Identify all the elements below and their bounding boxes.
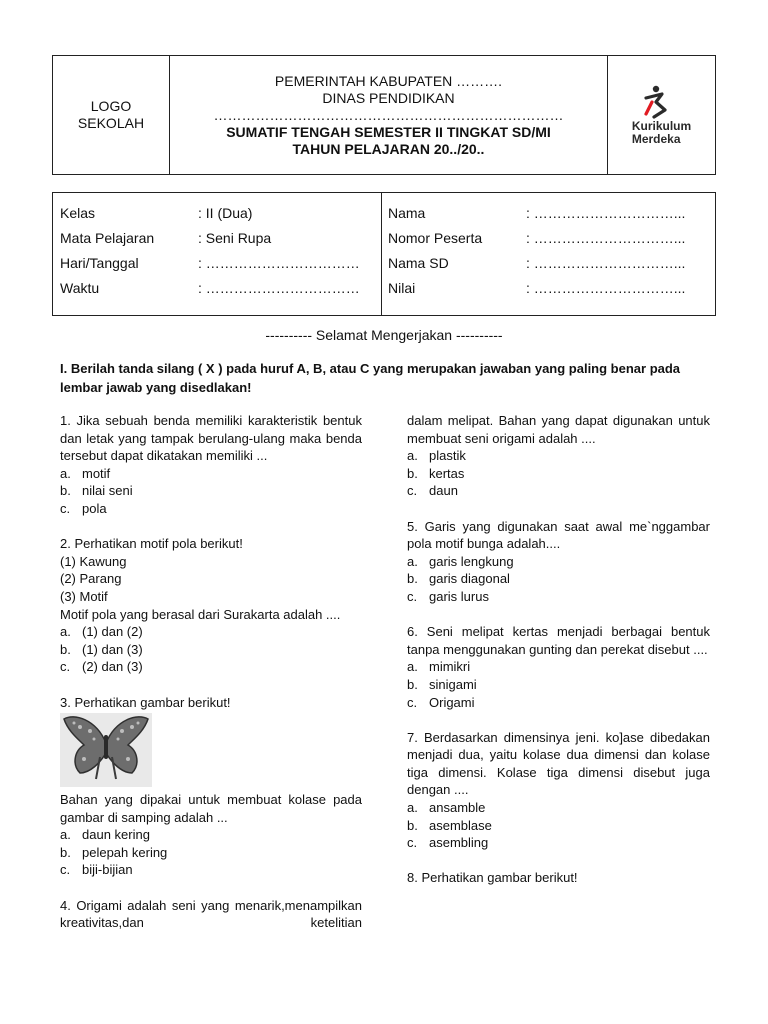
- option-text: daun kering: [82, 827, 150, 843]
- question-6: [407, 623, 710, 711]
- option-letter: c.: [60, 659, 71, 675]
- question-5: [407, 518, 710, 606]
- question-text: 7. Berdasarkan dimensinya jeni. ko]ase dibedakan menjadi dua, yaitu kolase dua dimensi dan kolase tiga dimensi. Kolase tiga dimensi disebut juga dengan ....: [407, 729, 710, 798]
- option-c: [407, 834, 710, 852]
- student-info-box: [52, 192, 716, 316]
- option-b: [407, 465, 710, 483]
- info-value: : II (Dua): [198, 205, 253, 221]
- option-letter: c.: [407, 588, 418, 604]
- option-letter: b.: [60, 844, 71, 860]
- info-value: : …………………………...: [526, 205, 686, 221]
- option-letter: a.: [407, 448, 418, 464]
- option-c: [407, 482, 710, 500]
- option-c: [407, 588, 710, 606]
- option-a: [60, 826, 362, 844]
- dots-line: …………………………………………………………………: [213, 107, 564, 123]
- option-c: [60, 500, 362, 518]
- question-text: 4. Origami adalah seni yang menarik,menampilkan kreativitas,dan ketelitian: [60, 897, 362, 931]
- option-text: pelepah kering: [82, 844, 168, 860]
- question-4-continued: [407, 412, 710, 500]
- info-label: Nomor Peserta: [388, 230, 483, 246]
- option-letter: b.: [407, 465, 418, 481]
- question-1: [60, 412, 362, 518]
- option-letter: c.: [407, 694, 418, 710]
- question-text: 6. Seni melipat kertas menjadi berbagai bentuk tanpa menggunakan gunting dan perekat disebut ....: [407, 624, 710, 657]
- option-a: [407, 799, 710, 817]
- option-text: biji-bijian: [82, 862, 133, 878]
- info-value: : …………………………...: [526, 230, 686, 246]
- option-b: [60, 844, 362, 862]
- question-7: [407, 729, 710, 852]
- info-left-column: [53, 193, 382, 315]
- question-8: [407, 869, 710, 887]
- motif-item: (3) Motif: [60, 588, 108, 604]
- right-column: [407, 412, 710, 905]
- kurikulum-merdeka-logo: [608, 56, 715, 174]
- option-b: [60, 482, 362, 500]
- question-intro: 8. Perhatikan gambar berikut!: [407, 870, 578, 886]
- question-3: [60, 694, 362, 880]
- instructions: I. Berilah tanda silang ( X ) pada huruf A, B, atau C yang merupakan jawaban yang paling benar pada lembar jawab yang disedlakan!: [60, 361, 681, 395]
- option-b: [407, 817, 710, 835]
- option-b: [407, 570, 710, 588]
- gov-line: PEMERINTAH KABUPATEN ……….: [274, 73, 503, 89]
- info-label: Nilai: [388, 280, 416, 296]
- question-text: dalam melipat. Bahan yang dapat digunakan untuk membuat seni origami adalah ....: [407, 413, 710, 446]
- option-text: mimikri: [429, 659, 471, 675]
- option-text: sinigami: [429, 676, 477, 692]
- info-label: Nama SD: [388, 255, 449, 271]
- greeting-line: ---------- Selamat Mengerjakan ----------: [265, 327, 503, 343]
- motif-item: (2) Parang: [60, 571, 122, 587]
- info-right-column: [382, 193, 715, 315]
- left-column: [60, 412, 362, 949]
- option-letter: c.: [407, 835, 418, 851]
- question-4: [60, 897, 362, 932]
- option-letter: c.: [60, 500, 71, 516]
- question-2: [60, 535, 362, 676]
- option-letter: a.: [60, 465, 71, 481]
- option-letter: b.: [407, 676, 418, 692]
- option-letter: b.: [407, 817, 418, 833]
- info-label: Hari/Tanggal: [60, 255, 139, 271]
- header-box: [52, 55, 716, 175]
- option-text: kertas: [429, 465, 465, 481]
- kurikulum-text: Kurikulum: [631, 119, 692, 133]
- info-label: Waktu: [60, 280, 100, 296]
- info-value: : …………………………...: [526, 255, 686, 271]
- option-letter: a.: [407, 800, 418, 816]
- option-text: asembling: [429, 835, 489, 851]
- question-text: 1. Jika sebuah benda memiliki karakteristik bentuk dan letak yang tampak berulang-ulang maka benda tersebut dapat dikatakan memiliki ...: [60, 413, 362, 464]
- option-text: garis lengkung: [429, 553, 514, 569]
- option-text: plastik: [429, 448, 466, 464]
- option-c: [60, 658, 362, 676]
- option-letter: a.: [60, 624, 71, 640]
- option-text: motif: [82, 465, 111, 481]
- option-a: [407, 447, 710, 465]
- question-intro: 3. Perhatikan gambar berikut!: [60, 694, 231, 710]
- question-intro: 2. Perhatikan motif pola berikut!: [60, 536, 243, 552]
- question-text: Bahan yang dipakai untuk membuat kolase pada gambar di samping adalah ...: [60, 792, 362, 825]
- option-text: garis lurus: [429, 588, 489, 604]
- option-letter: c.: [60, 862, 71, 878]
- butterfly-collage-image: [60, 713, 152, 787]
- info-label: Mata Pelajaran: [60, 230, 155, 246]
- school-logo-placeholder: [53, 56, 170, 174]
- kurikulum-merdeka-icon: [632, 84, 678, 120]
- option-text: asemblase: [429, 817, 492, 833]
- option-text: nilai seni: [82, 483, 133, 499]
- merdeka-text: Merdeka: [631, 132, 681, 146]
- option-text: (1) dan (3): [82, 641, 143, 657]
- option-a: [407, 658, 710, 676]
- option-text: daun: [429, 483, 458, 499]
- header-title-block: [170, 56, 608, 174]
- option-text: (1) dan (2): [82, 624, 143, 640]
- info-label: Nama: [388, 205, 426, 221]
- option-a: [407, 553, 710, 571]
- option-a: [60, 623, 362, 641]
- option-a: [60, 465, 362, 483]
- option-text: (2) dan (3): [82, 659, 143, 675]
- question-text: 5. Garis yang digunakan saat awal me`nggambar pola motif bunga adalah....: [407, 518, 710, 552]
- info-value: : …………………………...: [526, 280, 686, 296]
- dept-line: DINAS PENDIDIKAN: [322, 90, 455, 106]
- option-b: [60, 641, 362, 659]
- option-letter: a.: [60, 827, 71, 843]
- option-b: [407, 676, 710, 694]
- academic-year: TAHUN PELAJARAN 20../20..: [292, 141, 485, 157]
- question-text: Motif pola yang berasal dari Surakarta adalah ....: [60, 606, 341, 622]
- option-text: garis diagonal: [429, 571, 510, 587]
- option-letter: b.: [60, 483, 71, 499]
- option-letter: a.: [407, 553, 418, 569]
- option-text: pola: [82, 500, 107, 516]
- info-value: : ……………………………: [198, 255, 360, 271]
- option-text: ansamble: [429, 800, 486, 816]
- option-letter: b.: [407, 571, 418, 587]
- info-value: : ……………………………: [198, 280, 360, 296]
- option-text: Origami: [429, 694, 475, 710]
- exam-title: SUMATIF TENGAH SEMESTER II TINGKAT SD/MI: [226, 124, 551, 140]
- option-letter: b.: [60, 641, 71, 657]
- option-letter: a.: [407, 659, 418, 675]
- motif-item: (1) Kawung: [60, 553, 127, 569]
- info-label: Kelas: [60, 205, 96, 221]
- option-c: [407, 694, 710, 712]
- logo-line1: LOGO: [90, 98, 132, 114]
- option-c: [60, 861, 362, 879]
- option-letter: c.: [407, 483, 418, 499]
- info-value: : Seni Rupa: [198, 230, 272, 246]
- logo-line2: SEKOLAH: [77, 115, 145, 131]
